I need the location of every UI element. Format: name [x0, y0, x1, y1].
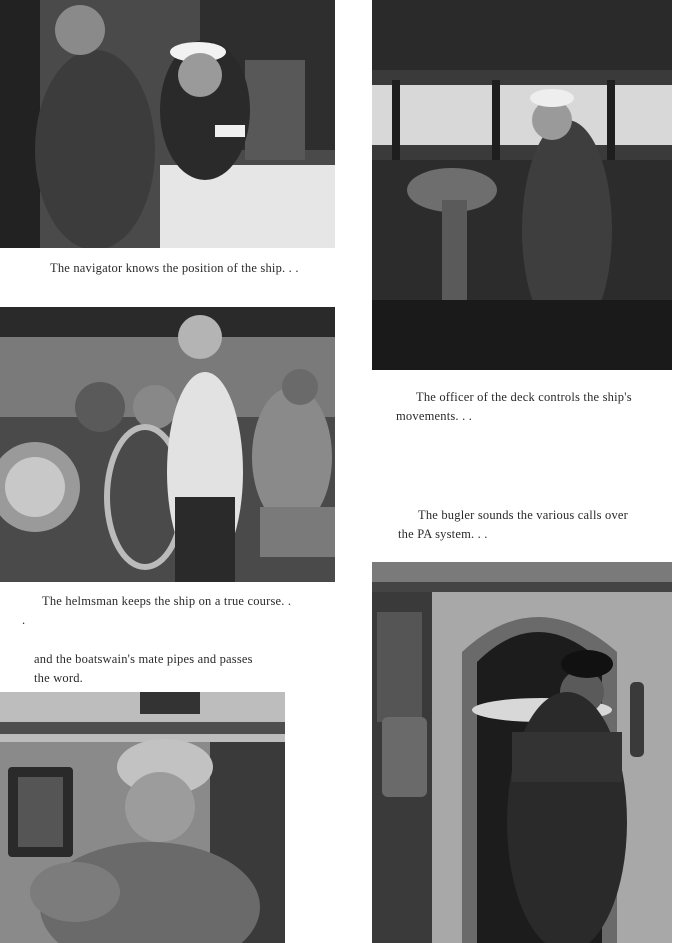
caption-boatswain: and the boatswain's mate pipes and passes the word.	[34, 652, 253, 685]
photo-bugler	[372, 562, 672, 943]
photo-helmsman	[0, 307, 335, 582]
photo-navigator	[0, 0, 335, 248]
photo-boatswains-mate	[0, 692, 285, 943]
caption-bugler: The bugler sounds the various calls over the PA system. . .	[398, 508, 629, 541]
caption-helmsman: The helmsman keeps the ship on a true course. . .	[22, 594, 292, 627]
photo-officer-of-the-deck	[372, 0, 672, 370]
caption-officer-of-the-deck: The officer of the deck controls the ship's movements. . .	[396, 390, 632, 423]
caption-navigator: The navigator knows the position of the ship. . .	[50, 261, 299, 275]
